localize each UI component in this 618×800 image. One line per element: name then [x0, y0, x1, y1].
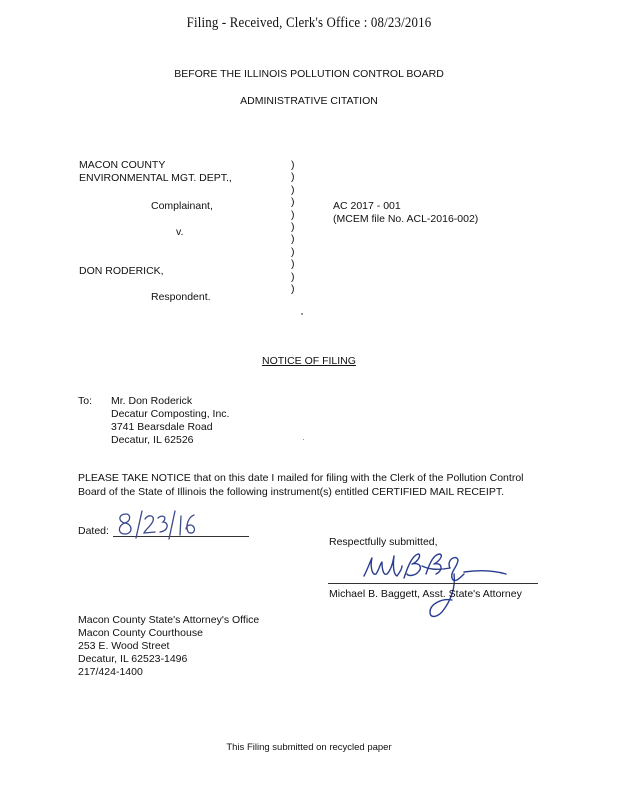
office-line: Macon County State's Attorney's Office	[78, 614, 260, 626]
scan-speck	[301, 313, 303, 315]
address-line: Mr. Don Roderick	[111, 395, 193, 407]
case-number: AC 2017 - 001	[333, 200, 401, 212]
paren-mark: )	[291, 258, 295, 271]
complainant-role: Complainant,	[151, 200, 213, 212]
versus-label: v.	[176, 226, 184, 238]
office-address	[78, 614, 259, 679]
handwritten-date	[112, 508, 202, 540]
address-line: 3741 Bearsdale Road	[111, 421, 213, 433]
office-line: Decatur, IL 62523-1496	[78, 653, 188, 665]
paren-mark: )	[291, 208, 295, 221]
complainant-name-line2: ENVIRONMENTAL MGT. DEPT.,	[79, 172, 232, 184]
paren-mark: )	[291, 171, 295, 184]
paren-mark: )	[291, 183, 295, 196]
paren-mark: )	[291, 270, 295, 283]
signature-underline	[328, 583, 538, 584]
address-line: Decatur Composting, Inc.	[111, 408, 230, 420]
notice-body-line1: PLEASE TAKE NOTICE that on this date I mailed for filing with the Clerk of the Pollution Control	[78, 472, 524, 484]
recipient-address	[111, 395, 229, 447]
respondent-name: DON RODERICK,	[79, 265, 164, 277]
dated-label: Dated:	[78, 525, 109, 537]
board-heading: BEFORE THE ILLINOIS POLLUTION CONTROL BOARD	[174, 68, 444, 80]
signer-name: Michael B. Baggett, Asst. State's Attorney	[329, 588, 522, 600]
closing-text: Respectfully submitted,	[329, 536, 438, 548]
complainant-name-line1: MACON COUNTY	[79, 159, 166, 171]
office-line: 217/424-1400	[78, 666, 143, 678]
address-line: Decatur, IL 62526	[111, 434, 194, 446]
notice-body-line2: Board of the State of Illinois the following instrument(s) entitled CERTIFIED MAIL RECEIPT.	[78, 486, 505, 498]
paren-mark: )	[291, 220, 295, 233]
footer-note: This Filing submitted on recycled paper	[226, 742, 392, 753]
respondent-role: Respondent.	[151, 291, 211, 303]
citation-heading: ADMINISTRATIVE CITATION	[240, 95, 378, 107]
scan-speck	[303, 439, 304, 440]
office-line: 253 E. Wood Street	[78, 640, 170, 652]
paren-mark: )	[291, 233, 295, 246]
file-number: (MCEM file No. ACL-2016-002)	[333, 213, 479, 225]
notice-title: NOTICE OF FILING	[262, 355, 356, 367]
to-label: To:	[78, 395, 93, 407]
paren-mark: )	[291, 159, 295, 171]
paren-mark: )	[291, 282, 295, 295]
paren-mark: )	[291, 245, 295, 258]
office-line: Macon County Courthouse	[78, 627, 203, 639]
filing-stamp: Filing - Received, Clerk's Office : 08/23/2016	[186, 15, 432, 31]
paren-mark: )	[291, 196, 295, 209]
caption-parentheses	[291, 159, 295, 295]
